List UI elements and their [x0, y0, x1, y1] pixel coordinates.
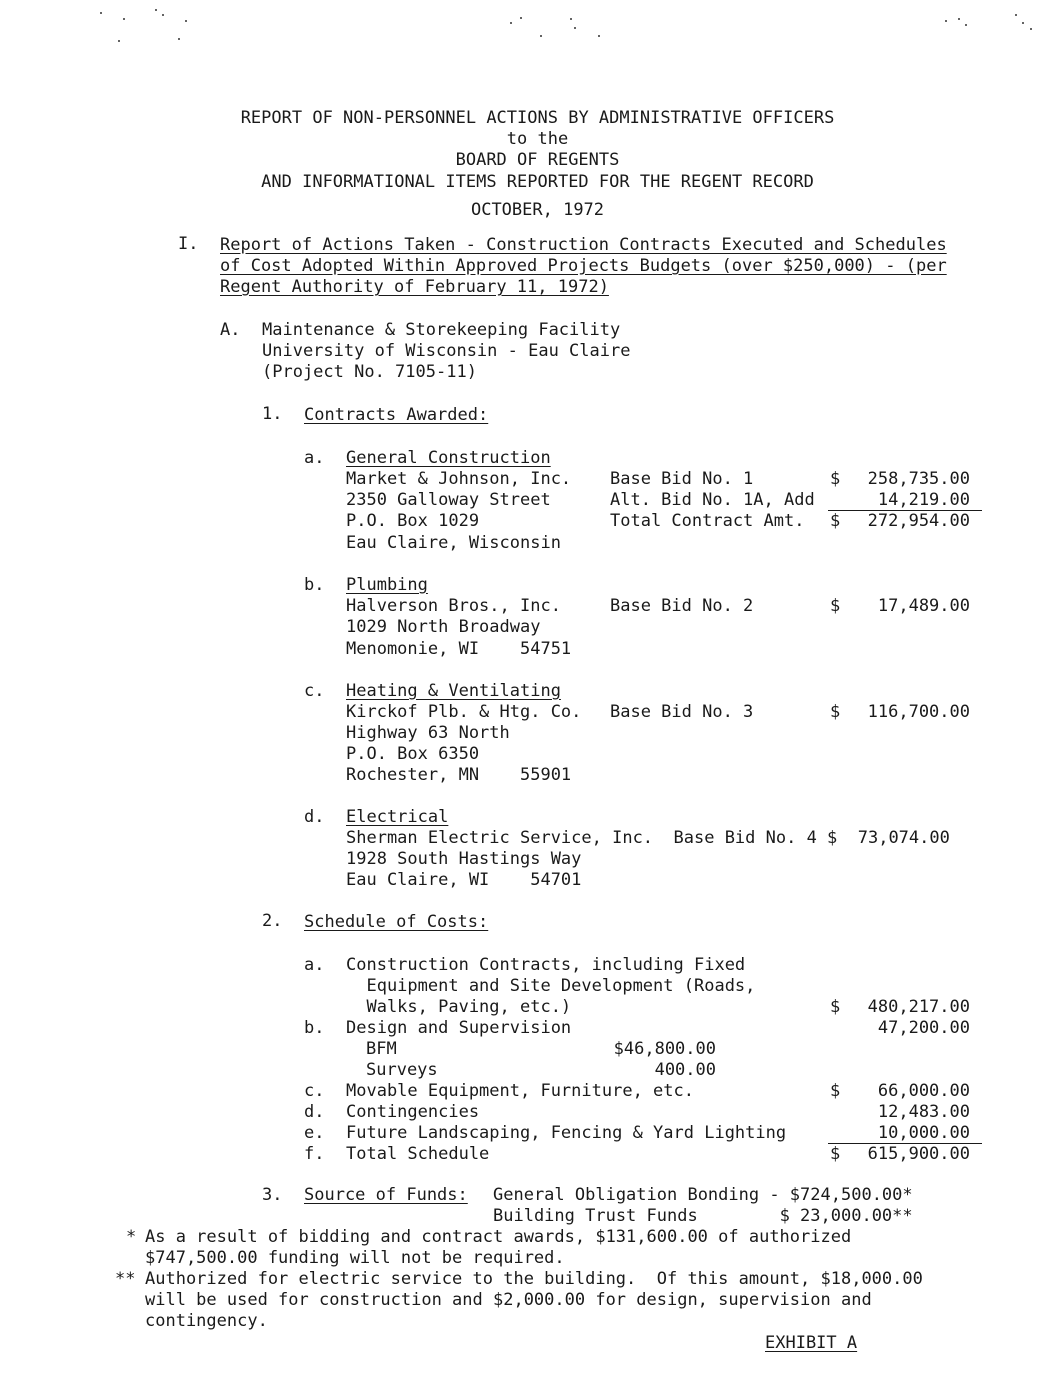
footnote-mark: ** — [115, 1269, 136, 1289]
schedule-label: Construction Contracts, including Fixed — [346, 955, 746, 975]
bid-currency: $ — [830, 702, 841, 722]
schedule-label: Contingencies — [346, 1102, 480, 1122]
contracts-number: 1. — [262, 404, 283, 424]
contract-letter: a. — [304, 448, 325, 468]
bid-label: Total Contract Amt. — [610, 511, 805, 531]
contractor-city: Eau Claire, WI 54701 — [346, 870, 582, 890]
contractor-street: 1029 North Broadway — [346, 617, 541, 637]
funds-line: General Obligation Bonding - $724,500.00* — [493, 1185, 913, 1205]
contractor-box: P.O. Box 1029 — [346, 511, 480, 531]
contractor-city: Rochester, MN 55901 — [346, 765, 572, 785]
contract-letter: b. — [304, 575, 325, 595]
bid-label: Base Bid No. 3 — [610, 702, 754, 722]
project-institution: University of Wisconsin - Eau Claire — [262, 341, 631, 361]
bid-amount: 116,700.00 — [867, 702, 970, 722]
bid-amount: 258,735.00 — [867, 469, 970, 489]
schedule-label: Movable Equipment, Furniture, etc. — [346, 1081, 694, 1101]
footnote-line: $747,500.00 funding will not be required. — [145, 1248, 565, 1268]
contractor-name: Market & Johnson, Inc. — [346, 469, 572, 489]
schedule-amount: 480,217.00 — [867, 997, 970, 1017]
contract-category: General Construction — [346, 448, 551, 468]
schedule-currency: $ — [830, 997, 841, 1017]
bid-currency: $ — [830, 596, 841, 616]
schedule-amount: 47,200.00 — [877, 1018, 970, 1038]
contracts-heading: Contracts Awarded: — [304, 405, 489, 425]
contract-category: Heating & Ventilating — [346, 681, 561, 701]
header-date: OCTOBER, 1972 — [470, 200, 605, 220]
schedule-number: 2. — [262, 911, 283, 931]
contractor-city: Menomonie, WI 54751 — [346, 639, 572, 659]
header-board: BOARD OF REGENTS — [455, 150, 620, 170]
footnote-line: As a result of bidding and contract awards, $131,600.00 of authorized — [145, 1227, 852, 1247]
schedule-letter: c. — [304, 1081, 325, 1101]
schedule-letter: d. — [304, 1102, 325, 1122]
funds-number: 3. — [262, 1185, 283, 1205]
schedule-amount: 66,000.00 — [877, 1081, 970, 1101]
section-numeral: I. — [178, 234, 199, 254]
header-informational: AND INFORMATIONAL ITEMS REPORTED FOR THE REGENT RECORD — [261, 172, 814, 192]
contract-letter: c. — [304, 681, 325, 701]
bid-amount: 272,954.00 — [867, 511, 970, 531]
schedule-label: Equipment and Site Development (Roads, — [346, 976, 756, 996]
contractor-name: Halverson Bros., Inc. — [346, 596, 561, 616]
header-title: REPORT OF NON-PERSONNEL ACTIONS BY ADMINISTRATIVE OFFICERS — [240, 108, 835, 128]
schedule-letter: a. — [304, 955, 325, 975]
contractor-street: 2350 Galloway Street — [346, 490, 551, 510]
bid-label: Base Bid No. 2 — [610, 596, 754, 616]
schedule-sub-amount: 400.00 — [654, 1060, 716, 1080]
schedule-amount: 615,900.00 — [867, 1144, 970, 1164]
contract-category: Electrical — [346, 807, 449, 827]
contractor-box: P.O. Box 6350 — [346, 744, 480, 764]
exhibit-label: EXHIBIT A — [765, 1333, 858, 1353]
footnote-line: contingency. — [145, 1311, 268, 1331]
funds-heading: Source of Funds: — [304, 1185, 468, 1205]
schedule-heading: Schedule of Costs: — [304, 912, 489, 932]
header-to-the: to the — [506, 129, 569, 149]
contractor-street: 1928 South Hastings Way — [346, 849, 582, 869]
schedule-sub-label: Surveys — [366, 1060, 438, 1080]
bid-label: Alt. Bid No. 1A, Add — [610, 490, 815, 510]
bid-amount: 14,219.00 — [877, 490, 970, 510]
bid-label: Base Bid No. 1 — [610, 469, 754, 489]
project-number: (Project No. 7105-11) — [262, 362, 477, 382]
project-letter: A. — [220, 320, 241, 340]
schedule-letter: e. — [304, 1123, 325, 1143]
project-name: Maintenance & Storekeeping Facility — [262, 320, 621, 340]
schedule-sub-amount: $46,800.00 — [613, 1039, 716, 1059]
schedule-currency: $ — [830, 1081, 841, 1101]
schedule-label: Future Landscaping, Fencing & Yard Lighting — [346, 1123, 787, 1143]
bid-currency: $ — [830, 469, 841, 489]
bid-amount: 17,489.00 — [877, 596, 970, 616]
footnote-line: will be used for construction and $2,000.00 for design, supervision and — [145, 1290, 872, 1310]
schedule-currency: $ — [830, 1144, 841, 1164]
footnote-line: Authorized for electric service to the building. Of this amount, $18,000.00 — [145, 1269, 923, 1289]
contractor-name-and-bid: Sherman Electric Service, Inc. Base Bid No. 4 $ 73,074.00 — [346, 828, 950, 848]
schedule-amount: 10,000.00 — [877, 1123, 970, 1143]
schedule-amount: 12,483.00 — [877, 1102, 970, 1122]
funds-line: Building Trust Funds $ 23,000.00** — [493, 1206, 913, 1226]
bid-currency: $ — [830, 511, 841, 531]
footnote-mark: * — [126, 1227, 137, 1247]
contract-category: Plumbing — [346, 575, 428, 595]
schedule-letter: f. — [304, 1144, 325, 1164]
contractor-city: Eau Claire, Wisconsin — [346, 533, 561, 553]
section-title-line: Report of Actions Taken - Construction Contracts Executed and Schedules — [220, 235, 947, 255]
schedule-label: Total Schedule — [346, 1144, 490, 1164]
contractor-street: Highway 63 North — [346, 723, 510, 743]
schedule-sub-label: BFM — [366, 1039, 397, 1059]
section-title-line: of Cost Adopted Within Approved Projects Budgets (over $250,000) - (per — [220, 256, 947, 276]
schedule-letter: b. — [304, 1018, 325, 1038]
schedule-label: Walks, Paving, etc.) — [346, 997, 572, 1017]
schedule-label: Design and Supervision — [346, 1018, 572, 1038]
contractor-name: Kirckof Plb. & Htg. Co. — [346, 702, 582, 722]
section-title-line: Regent Authority of February 11, 1972) — [220, 277, 609, 297]
contract-letter: d. — [304, 807, 325, 827]
